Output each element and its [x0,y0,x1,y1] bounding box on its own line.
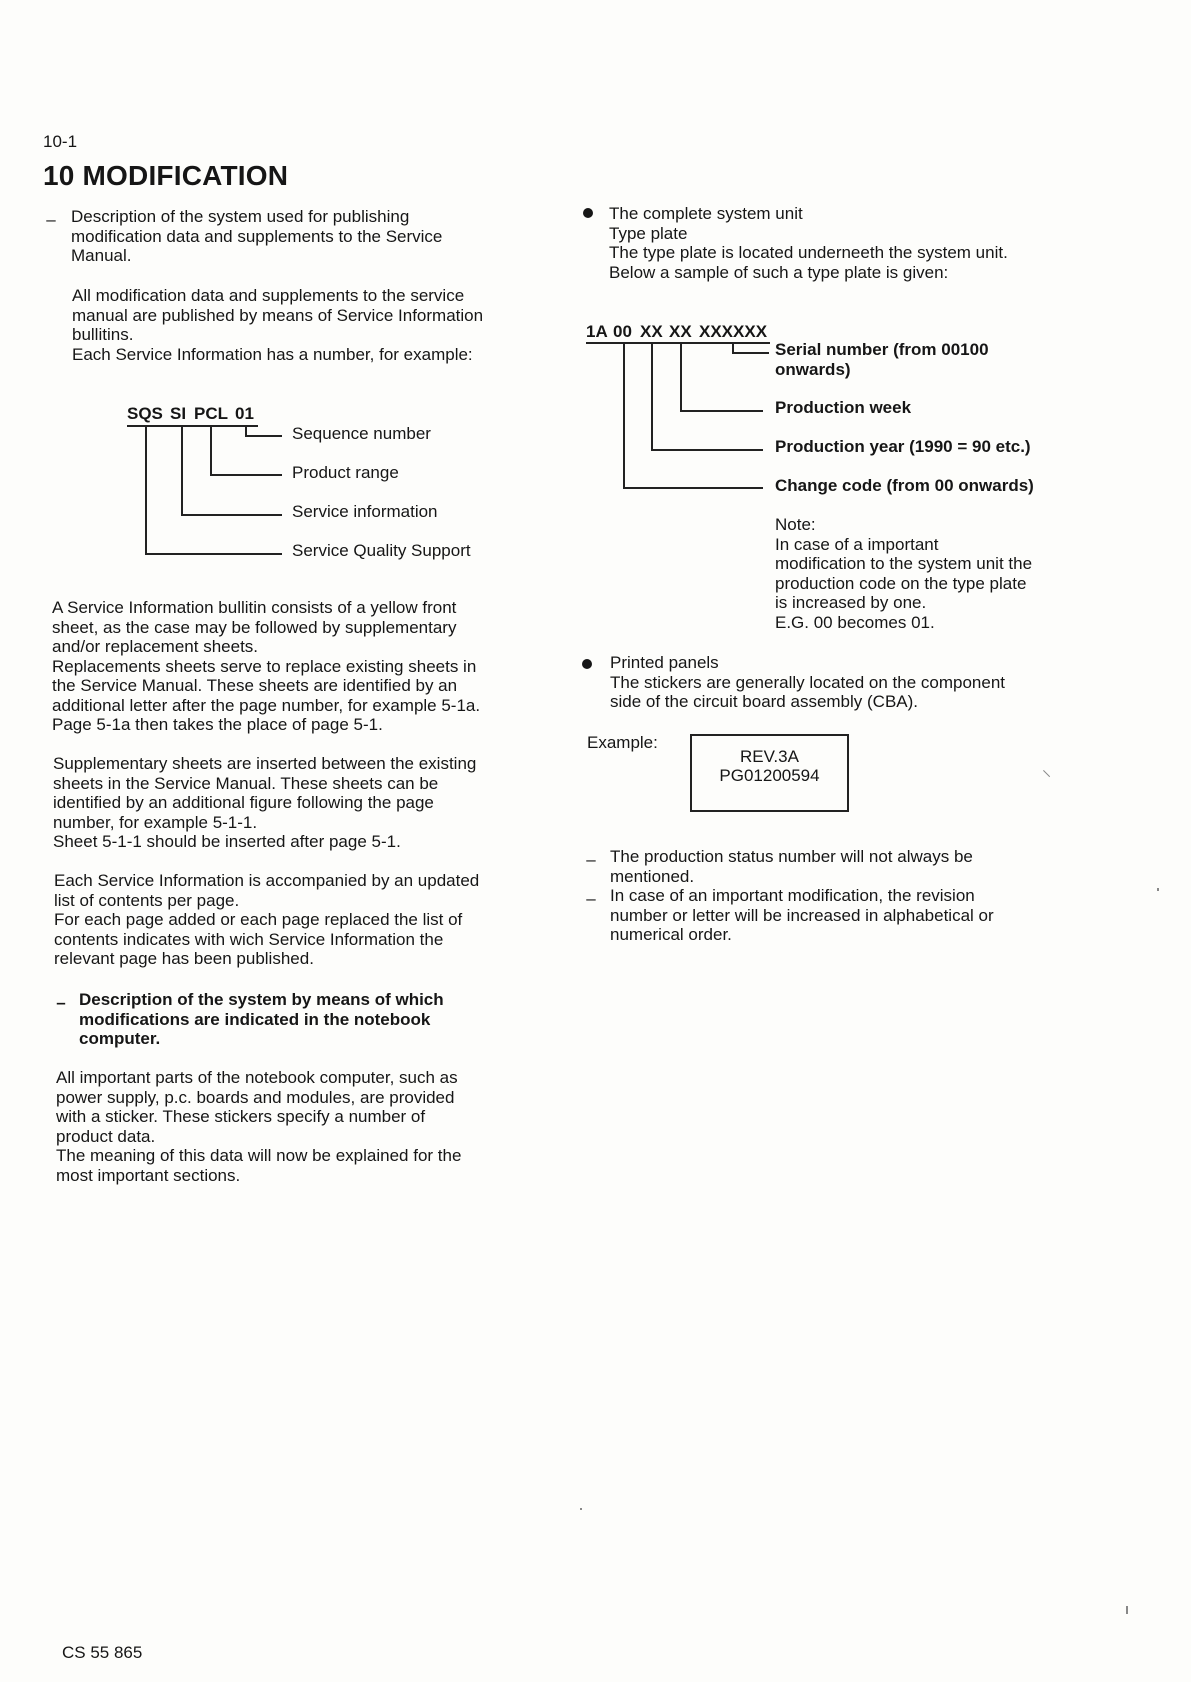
label-sequence-number: Sequence number [292,424,431,443]
connector-week-h [680,410,763,412]
paragraph-publishing: All modification data and supplements to the service manual are published by means of Service Information bullitins. Each Service Information has a number, for example: [72,286,484,364]
connector-week [680,342,682,411]
bullet-system-unit: The complete system unit Type plate The type plate is located underneeth the system unit. Below a sample of such a type plate is given: [609,204,1008,282]
document-code: CS 55 865 [62,1643,143,1662]
code-part-01: 01 [235,404,254,423]
plate-part-xx-2: XX [669,322,692,341]
sticker-code: PG01200594 [719,766,820,785]
label-product-range: Product range [292,463,399,482]
scan-mark [1157,888,1159,891]
dash-marker: – [46,210,56,229]
connector-change-code-h [623,487,763,489]
label-service-information: Service information [292,502,438,521]
intro-paragraph: Description of the system used for publishing modification data and supplements to the Service Manual. [71,207,443,265]
dash-marker: – [586,889,596,908]
paragraph-supplementary: Supplementary sheets are inserted between the existing sheets in the Service Manual. These sheets can be identified by an additional figure following the page number, for example 5-1-1. Sheet 5-1-1 should be inserted after page 5-1. [53,754,477,851]
page-number: 10-1 [43,132,78,151]
connector-year [651,342,653,450]
connector-serial-h [732,352,769,354]
plate-part-1a: 1A [586,322,608,341]
plate-part-serial: XXXXXX [699,322,768,341]
scan-mark [1043,770,1050,777]
bullet-icon [582,659,592,669]
dash-marker: – [56,993,66,1012]
note-block: Note: In case of a important modification to the system unit the production code on the type plate is increased by one. E.G. 00 becomes 01. [775,515,1033,632]
connector-sqs [145,425,147,554]
dash-revision-order: In case of an important modification, the revision number or letter will be increased in alphabetical or numerical order. [610,886,994,944]
code-part-pcl: PCL [194,404,228,423]
code-underline [127,425,258,427]
code-part-si: SI [170,404,187,423]
paragraph-stickers: All important parts of the notebook computer, such as power supply, p.c. boards and modules, are provided with a sticker. These stickers specify a number of product data. The meaning of this data will now be explained for the most important sections. [56,1068,462,1185]
dash-status-number: The production status number will not always be mentioned. [610,847,973,886]
scan-mark [580,1508,582,1510]
paragraph-contents: Each Service Information is accompanied by an updated list of contents per page. For each page added or each page replaced the list of contents indicates with wich Service Information the relevant page has been published. [54,871,480,968]
connector-pcl [210,425,212,475]
plate-part-xx-1: XX [640,322,663,341]
connector-si-h [181,514,282,516]
bullet-printed-panels: Printed panels The stickers are generally located on the component side of the circuit board assembly (CBA). [610,653,1006,711]
code-part-sqs: SQS [127,404,163,423]
bullet-icon [583,208,593,218]
connector-01-h [245,435,282,437]
label-change-code: Change code (from 00 onwards) [775,476,1034,495]
connector-pcl-h [210,474,282,476]
example-sticker-box [690,734,849,812]
bold-item-description: Description of the system by means of which modifications are indicated in the notebook computer. [79,990,444,1048]
section-heading: 10 MODIFICATION [43,160,289,191]
example-label: Example: [587,733,658,752]
label-production-week: Production week [775,398,912,417]
paragraph-bulletin: A Service Information bullitin consists of a yellow front sheet, as the case may be followed by supplementary and/or replacement sheets. Replacements sheets serve to replace existing sheets in the Service Manual. These sheets are identified by an additional letter after the page number, for example 5-1a. Page 5-1a then takes the place of page 5-1. [52,598,481,734]
sticker-revision: REV.3A [740,747,799,766]
label-service-quality-support: Service Quality Support [292,541,471,560]
plate-underline [586,342,770,344]
plate-part-00: 00 [613,322,632,341]
scan-mark [1126,1606,1128,1614]
connector-si [181,425,183,515]
dash-marker: – [586,850,596,869]
connector-change-code [623,342,625,488]
label-serial-number: Serial number (from 00100 onwards) [775,340,989,379]
connector-sqs-h [145,553,282,555]
connector-year-h [651,449,763,451]
label-production-year: Production year (1990 = 90 etc.) [775,437,1031,456]
